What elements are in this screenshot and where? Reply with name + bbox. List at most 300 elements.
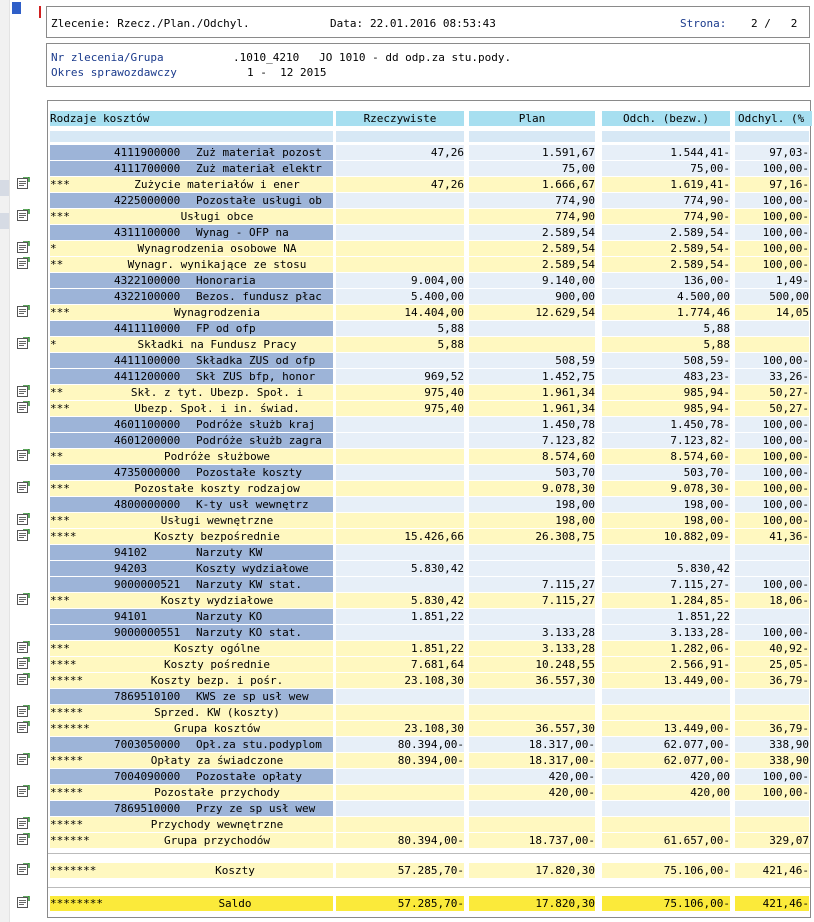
variance-pct-cell: 100,00- [735,513,809,528]
variance-pct-cell: 41,36- [735,529,809,544]
cost-type-cell [50,401,333,416]
variance-pct-cell: 18,06- [735,593,809,608]
col-header-variance[interactable]: Odch. (bezw.) [602,111,730,126]
table-row[interactable] [48,481,810,496]
actual-cell: 15.426,66 [336,529,464,544]
variance-cell: 4.500,00 [602,289,730,304]
variance-cell: 1.282,06- [602,641,730,656]
hierarchy-level: ***** [50,786,84,799]
table-row[interactable] [48,417,810,432]
variance-pct-cell: 100,00- [735,785,809,800]
actual-cell [336,209,464,224]
table-row[interactable] [48,785,810,800]
cost-type-cell [50,177,333,192]
cost-type-cell [50,273,333,288]
variance-pct-cell: 329,07 [735,833,809,848]
variance-pct-cell: 100,00- [735,625,809,640]
cost-element-code: 4311100000 [114,226,181,239]
cost-group-name: Zużycie materiałów i ener [134,178,300,191]
cost-type-cell [50,193,333,208]
table-row[interactable] [48,625,810,640]
bookmark-icon [12,2,21,14]
cost-type-cell [50,321,333,336]
plan-cell: 774,90 [469,209,595,224]
table-empty-row [48,131,810,142]
variance-cell: 5,88 [602,321,730,336]
variance-pct-cell: 100,00- [735,353,809,368]
variance-cell: 3.133,28- [602,625,730,640]
subtotal-drilldown-icon[interactable] [17,209,30,221]
subtotal-drilldown-icon[interactable] [17,337,30,349]
actual-cell: 9.004,00 [336,273,464,288]
cost-element-code: 4225000000 [114,194,181,207]
cost-element-name: Wynag - OFP na [196,226,289,239]
cost-type-cell [50,337,333,352]
cost-element-code: 4411110000 [114,322,181,335]
cost-element-code: 7003050000 [114,738,181,751]
plan-cell: 508,59 [469,353,595,368]
cost-type-cell [50,481,333,496]
variance-cell: 2.566,91- [602,657,730,672]
hierarchy-level: *** [50,210,70,223]
cost-group-name: Wynagr. wynikające ze stosu [127,258,307,271]
variance-pct-cell: 97,03- [735,145,809,160]
table-row[interactable] [48,257,810,272]
subtotal-drilldown-icon[interactable] [17,833,30,845]
plan-cell: 198,00 [469,497,595,512]
variance-cell: 13.449,00- [602,673,730,688]
variance-cell: 10.882,09- [602,529,730,544]
variance-pct-cell: 36,79- [735,673,809,688]
subtotal-drilldown-icon[interactable] [17,305,30,317]
actual-cell [336,465,464,480]
variance-pct-cell: 100,00- [735,497,809,512]
table-row[interactable] [48,545,810,560]
cost-group-name: Opłaty za świadczone [150,754,284,767]
actual-cell [336,769,464,784]
cost-element-code: 4800000000 [114,498,181,511]
cost-group-name: Wynagrodzenia [173,306,261,319]
table-row[interactable] [48,193,810,208]
actual-cell: 80.394,00- [336,753,464,768]
variance-pct-cell: 50,27- [735,401,809,416]
cost-group-name: Podróże służbowe [164,450,270,463]
actual-cell: 23.108,30 [336,673,464,688]
page-value: 2 / 2 [751,17,798,30]
table-row[interactable] [48,161,810,176]
actual-cell [336,257,464,272]
table-row[interactable] [48,321,810,336]
table-row[interactable] [48,353,810,368]
subtotal-drilldown-icon[interactable] [17,593,30,605]
table-row[interactable] [48,641,810,656]
cost-element-code: 4322100000 [114,290,181,303]
variance-pct-cell: 100,00- [735,417,809,432]
cost-element-name: Narzuty KO stat. [196,626,302,639]
saldo-actual: 57.285,70- [336,896,464,911]
cost-type-cell [50,817,333,832]
cost-element-name: Skł ZUS bfp, honor [196,370,316,383]
cost-group-name: Koszty bezpośrednie [154,530,280,543]
variance-cell: 420,00 [602,769,730,784]
cost-report-table [47,100,811,918]
variance-cell: 774,90- [602,193,730,208]
table-row[interactable] [48,177,810,192]
subtotal-drilldown-icon[interactable] [17,241,30,253]
col-header-plan[interactable]: Plan [469,111,595,126]
plan-cell: 503,70 [469,465,595,480]
table-row[interactable] [48,577,810,592]
subtotal-drilldown-icon[interactable] [17,177,30,189]
cost-group-name: Koszty bezp. i pośr. [150,674,284,687]
variance-pct-cell: 40,92- [735,641,809,656]
cost-group-name: Usługi wewnętrzne [160,514,274,527]
subtotal-drilldown-icon[interactable] [17,481,30,493]
actual-cell [336,481,464,496]
table-row[interactable] [48,705,810,720]
variance-cell: 75,00- [602,161,730,176]
variance-cell: 1.544,41- [602,145,730,160]
subtotal-drilldown-icon[interactable] [17,257,30,269]
variance-pct-cell [735,321,809,336]
table-row[interactable] [48,241,810,256]
table-row[interactable] [48,209,810,224]
variance-pct-cell [735,545,809,560]
cost-element-name: Podróże służb zagra [196,434,322,447]
table-row[interactable] [48,145,810,160]
table-row[interactable] [48,817,810,832]
cost-element-code: 4111900000 [114,146,181,159]
cost-element-code: 4111700000 [114,162,181,175]
variance-pct-cell: 100,00- [735,433,809,448]
saldo-variance: 75.106,00- [602,896,730,911]
subtotal-drilldown-icon[interactable] [17,449,30,461]
cost-type-cell [50,593,333,608]
plan-cell [469,689,595,704]
variance-cell: 503,70- [602,465,730,480]
variance-pct-cell [735,561,809,576]
variance-cell: 1.450,78- [602,417,730,432]
variance-cell [602,545,730,560]
hierarchy-level: ** [50,450,64,463]
variance-cell [602,689,730,704]
actual-cell [336,545,464,560]
cost-type-cell [50,561,333,576]
variance-cell [602,705,730,720]
left-toolbar [0,0,42,922]
page-label: Strona: [680,17,727,30]
variance-cell: 8.574,60- [602,449,730,464]
table-row[interactable] [48,273,810,288]
plan-cell: 420,00- [469,785,595,800]
subtotal-drilldown-icon[interactable] [17,817,30,829]
cost-group-name: Koszty pośrednie [164,658,270,671]
table-row[interactable] [48,465,810,480]
cost-type-cell [50,737,333,752]
table-header-row [48,111,810,126]
variance-cell: 2.589,54- [602,225,730,240]
cost-type-cell [50,753,333,768]
table-row[interactable] [48,721,810,736]
subtotal-drilldown-icon[interactable] [17,785,30,797]
variance-pct-cell: 100,00- [735,257,809,272]
variance-pct-cell: 100,00- [735,481,809,496]
cost-element-name: K-ty usł wewnętrz [196,498,309,511]
actual-cell: 80.394,00- [336,833,464,848]
plan-cell [469,321,595,336]
variance-cell: 508,59- [602,353,730,368]
cost-group-name: Składki na Fundusz Pracy [137,338,297,351]
subtotal-drilldown-icon[interactable] [17,673,30,685]
subtotal-drilldown-icon[interactable] [17,641,30,653]
order-label: Zlecenie: Rzecz./Plan./Odchyl. [51,17,250,30]
variance-cell [602,801,730,816]
actual-cell: 23.108,30 [336,721,464,736]
cost-element-code: 4411100000 [114,354,181,367]
hierarchy-level: ***** [50,674,84,687]
table-row[interactable] [48,401,810,416]
cost-element-name: Bezos. fundusz płac [196,290,322,303]
hierarchy-level: ****** [50,722,90,735]
variance-pct-cell: 14,05 [735,305,809,320]
total-variance-pct: 421,46- [735,863,809,878]
period-value: 1 - 12 2015 [247,66,327,79]
cost-element-code: 7869510000 [114,802,181,815]
subtotal-drilldown-icon[interactable] [17,513,30,525]
subtotal-drilldown-icon[interactable] [17,401,30,413]
actual-cell [336,417,464,432]
variance-pct-cell [735,801,809,816]
cost-element-code: 94101 [114,610,148,623]
plan-cell: 8.574,60 [469,449,595,464]
saldo-row[interactable] [48,896,810,911]
table-row[interactable] [48,529,810,544]
variance-pct-cell: 100,00- [735,465,809,480]
variance-pct-cell: 100,00- [735,769,809,784]
cost-type-cell [50,689,333,704]
cost-group-name: Przychody wewnętrzne [150,818,284,831]
total-name: Koszty [215,864,255,877]
plan-cell: 2.589,54 [469,257,595,272]
variance-cell: 62.077,00- [602,737,730,752]
saldo-plan: 17.820,30 [469,896,595,911]
plan-cell: 7.123,82 [469,433,595,448]
cost-type-cell [50,241,333,256]
subtotal-drilldown-icon[interactable] [17,753,30,765]
cost-type-cell [50,657,333,672]
hierarchy-level: ***** [50,706,84,719]
actual-cell [336,577,464,592]
saldo-name: Saldo [218,897,252,910]
cost-group-name: Grupa przychodów [164,834,270,847]
variance-cell: 61.657,00- [602,833,730,848]
variance-pct-cell: 50,27- [735,385,809,400]
cursor-marker [39,6,41,18]
saldo-drilldown-icon[interactable] [17,896,30,908]
plan-cell: 9.078,30 [469,481,595,496]
plan-cell: 900,00 [469,289,595,304]
variance-cell: 420,00 [602,785,730,800]
cost-type-cell [50,497,333,512]
cost-element-name: Koszty wydziałowe [196,562,309,575]
cost-type-cell [50,465,333,480]
variance-pct-cell [735,337,809,352]
table-row[interactable] [48,561,810,576]
table-row[interactable] [48,289,810,304]
variance-pct-cell [735,817,809,832]
cost-element-code: 9000000521 [114,578,181,591]
table-row[interactable] [48,657,810,672]
cost-element-name: Opł.za stu.podyplom [196,738,322,751]
table-row[interactable] [48,513,810,528]
subtotal-drilldown-icon[interactable] [17,529,30,541]
table-row[interactable] [48,449,810,464]
plan-cell: 1.666,67 [469,177,595,192]
cost-group-name: Usługi obce [180,210,254,223]
variance-pct-cell: 500,00 [735,289,809,304]
cost-element-name: Pozostałe koszty [196,466,302,479]
subtotal-drilldown-icon[interactable] [17,385,30,397]
actual-cell: 5.830,42 [336,593,464,608]
table-row[interactable] [48,369,810,384]
table-row[interactable] [48,769,810,784]
table-row[interactable] [48,497,810,512]
cost-type-cell [50,785,333,800]
table-row[interactable] [48,305,810,320]
date-label: Data: [330,17,364,30]
subtotal-drilldown-icon[interactable] [17,657,30,669]
cost-type-cell [50,417,333,432]
cost-type-cell [50,577,333,592]
cost-type-cell [50,145,333,160]
variance-cell: 1.619,41- [602,177,730,192]
total-level: ******* [50,864,97,877]
saldo-variance-pct: 421,46- [735,896,809,911]
hierarchy-level: *** [50,482,70,495]
variance-cell [602,817,730,832]
subtotal-drilldown-icon[interactable] [17,705,30,717]
plan-cell: 18.317,00- [469,753,595,768]
variance-pct-cell: 25,05- [735,657,809,672]
cost-type-cell [50,513,333,528]
actual-cell [336,625,464,640]
table-row[interactable] [48,801,810,816]
actual-cell [336,225,464,240]
actual-cell: 975,40 [336,401,464,416]
plan-cell [469,545,595,560]
cost-type-cell [50,833,333,848]
col-header-cost-type[interactable]: Rodzaje kosztów [50,111,333,126]
total-row[interactable] [48,863,810,878]
plan-cell: 36.557,30 [469,673,595,688]
cost-element-name: Podróże służb kraj [196,418,316,431]
variance-pct-cell: 100,00- [735,209,809,224]
variance-cell: 198,00- [602,513,730,528]
variance-cell: 2.589,54- [602,257,730,272]
total-drilldown-icon[interactable] [17,863,30,875]
hierarchy-level: *** [50,306,70,319]
table-row[interactable] [48,593,810,608]
cost-type-cell [50,529,333,544]
plan-cell: 7.115,27 [469,593,595,608]
cost-element-name: Narzuty KW [196,546,263,559]
cost-group-name: Wynagrodzenia osobowe NA [137,242,297,255]
actual-cell: 47,26 [336,177,464,192]
hierarchy-level: ** [50,258,64,271]
col-header-variance-pct[interactable]: Odchyl. (% [735,111,812,126]
hierarchy-level: **** [50,658,77,671]
actual-cell [336,433,464,448]
hierarchy-level: * [50,242,57,255]
cost-element-code: 7004090000 [114,770,181,783]
table-row[interactable] [48,609,810,624]
group-value: .1010_4210 JO 1010 - dd odp.za stu.pody. [233,51,512,64]
cost-element-name: Honoraria [196,274,256,287]
subtotal-drilldown-icon[interactable] [17,721,30,733]
table-row[interactable] [48,225,810,240]
variance-cell: 13.449,00- [602,721,730,736]
cost-group-name: Grupa kosztów [173,722,261,735]
variance-pct-cell: 338,90 [735,753,809,768]
actual-cell: 1.851,22 [336,609,464,624]
cost-element-code: 4735000000 [114,466,181,479]
plan-cell: 12.629,54 [469,305,595,320]
table-row[interactable] [48,673,810,688]
hierarchy-level: *** [50,514,70,527]
variance-pct-cell: 33,26- [735,369,809,384]
col-header-actual[interactable]: Rzeczywiste [336,111,464,126]
variance-cell: 1.284,85- [602,593,730,608]
variance-cell: 5,88 [602,337,730,352]
cost-type-cell [50,257,333,272]
actual-cell [336,513,464,528]
cost-group-name: Pozostałe koszty rodzajow [134,482,300,495]
variance-pct-cell: 100,00- [735,193,809,208]
left-scroll-strip [0,0,10,922]
table-row[interactable] [48,833,810,848]
hierarchy-level: *** [50,594,70,607]
total-plan: 17.820,30 [469,863,595,878]
variance-cell: 1.851,22 [602,609,730,624]
actual-cell: 1.851,22 [336,641,464,656]
table-row[interactable] [48,689,810,704]
cost-element-name: Narzuty KW stat. [196,578,302,591]
date-value: 22.01.2016 08:53:43 [370,17,496,30]
actual-cell: 7.681,64 [336,657,464,672]
table-row[interactable] [48,753,810,768]
variance-cell: 198,00- [602,497,730,512]
cost-type-cell [50,225,333,240]
table-row[interactable] [48,385,810,400]
actual-cell [336,449,464,464]
cost-group-name: Ubezp. Społ. i in. świad. [134,402,300,415]
hierarchy-level: *** [50,642,70,655]
cost-type-cell [50,449,333,464]
actual-cell [336,161,464,176]
plan-cell: 1.450,78 [469,417,595,432]
hierarchy-level: ** [50,386,64,399]
variance-pct-cell [735,705,809,720]
saldo-level: ******** [50,897,103,910]
variance-cell: 9.078,30- [602,481,730,496]
table-row[interactable] [48,737,810,752]
plan-cell [469,705,595,720]
actual-cell: 80.394,00- [336,737,464,752]
cost-element-name: Zuż materiał pozost [196,146,322,159]
table-row[interactable] [48,337,810,352]
actual-cell: 969,52 [336,369,464,384]
table-row[interactable] [48,433,810,448]
